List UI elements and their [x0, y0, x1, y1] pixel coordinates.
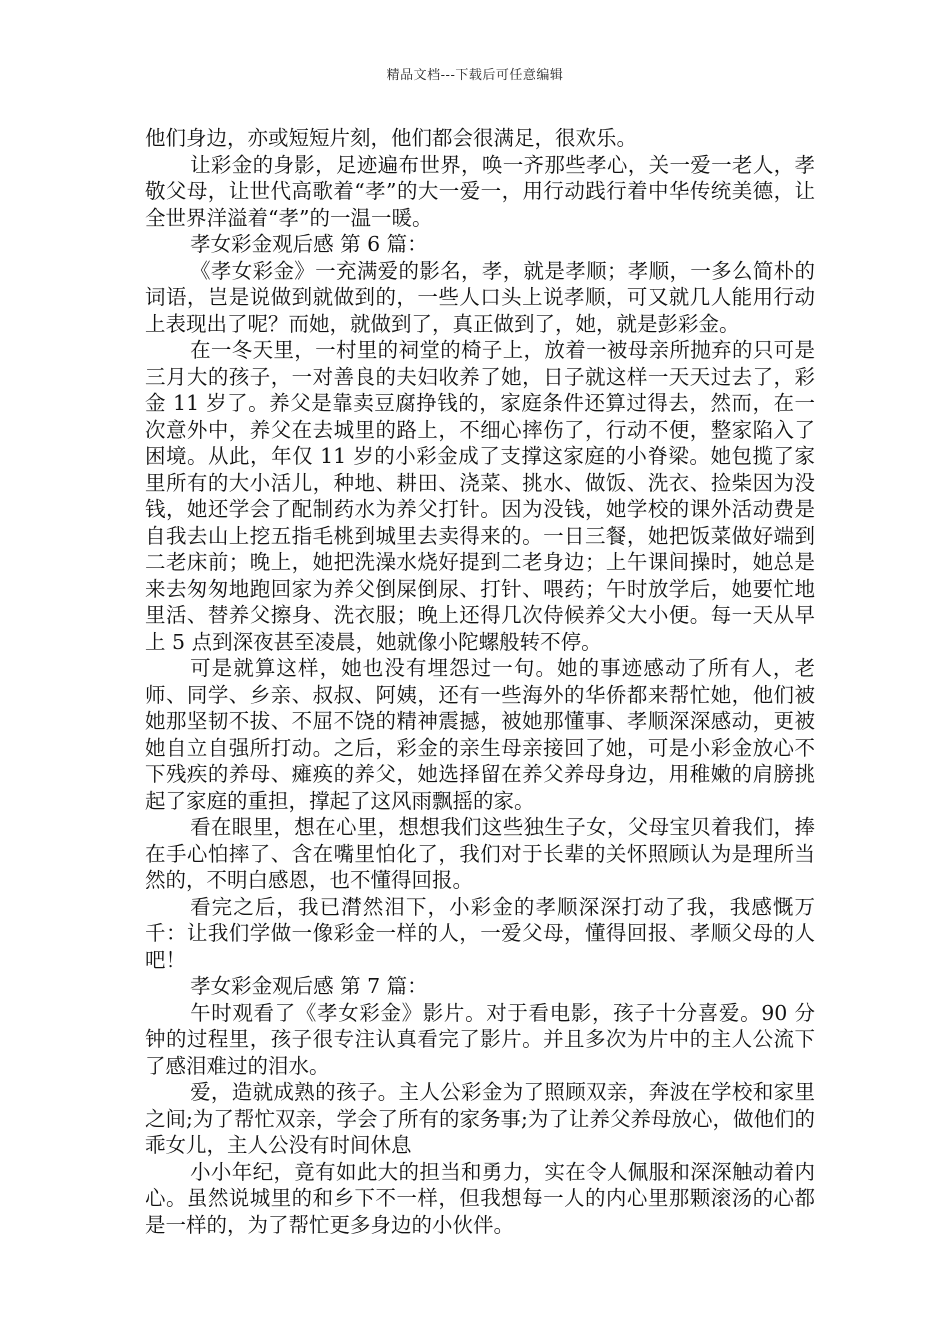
- paragraph: 看在眼里，想在心里，想想我们这些独生子女，父母宝贝着我们，捧在手心怕摔了、含在嘴里怕化了，我们对于长辈的关怀照顾认为是理所当然的，不明白感恩，也不懂得回报。: [145, 815, 815, 892]
- paragraph: 他们身边，亦或短短片刻，他们都会很满足，很欢乐。: [145, 126, 637, 150]
- paragraph: 爱，造就成熟的孩子。主人公彩金为了照顾双亲，奔波在学校和家里之间;为了帮忙双亲，学会了所有的家务事;为了让养父养母放心，做他们的乖女儿，主人公没有时间休息: [145, 1080, 815, 1157]
- paragraph: 《孝女彩金》一充满爱的影名，孝，就是孝顺；孝顺，一多么简朴的词语，岂是说做到就做到的，一些人口头上说孝顺，可又就几人能用行动上表现出了呢？而她，就做到了，真正做到了，她，就是彭彩金。: [145, 258, 815, 336]
- paragraph: 让彩金的身影，足迹遍布世界，唤一齐那些孝心，关一爱一老人，孝敬父母，让世代高歌着“孝”的大一爱一，用行动践行着中华传统美德，让全世界洋溢着“孝”的一温一暖。: [145, 152, 815, 230]
- paragraph: 午时观看了《孝女彩金》影片。对于看电影，孩子十分喜爱。90 分钟的过程里，孩子很专注认真看完了影片。并且多次为片中的主人公流下了感泪难过的泪水。: [145, 1000, 815, 1078]
- section-heading: 孝女彩金观后感 第 7 篇：: [190, 974, 428, 998]
- paragraph: 在一冬天里，一村里的祠堂的椅子上，放着一被母亲所抛弃的只可是三月大的孩子，一对善良的夫妇收养了她，日子就这样一天天过去了，彩金 11 岁了。养父是靠卖豆腐挣钱的，家庭条件还算过得去，然而，在一次意外中，养父在去城里的路上，不细心摔伤了，行动不便，整家陷入了困境。从此，年仅 11 岁的小彩金成了支撑这家庭的小脊梁。她包揽了家里所有的大小活儿，种地、耕田、浇菜、挑水、做饭、洗衣、捡柴因为没钱，她还学会了配制药水为养父打针。因为没钱，她学校的课外活动费是自我去山上挖五指毛桃到城里去卖得来的。一日三餐，她把饭菜做好端到二老床前；晚上，她把洗澡水烧好提到二老身边；上午课间操时，她总是来去匆匆地跑回家为养父倒屎倒尿、打针、喂药；午时放学后，她要忙地里活、替养父擦身、洗衣服；晚上还得几次侍候养父大小便。每一天从早上 5 点到深夜甚至凌晨，她就像小陀螺般转不停。: [145, 338, 815, 654]
- paragraph: 可是就算这样，她也没有埋怨过一句。她的事迹感动了所有人，老师、同学、乡亲、叔叔、阿姨，还有一些海外的华侨都来帮忙她，他们被她那坚韧不拔、不屈不饶的精神震撼，被她那懂事、孝顺深深感动，更被她自立自强所打动。之后，彩金的亲生母亲接回了她，可是小彩金放心不下残疾的养母、瘫痪的养父，她选择留在养父养母身边，用稚嫩的肩膀挑起了家庭的重担，撑起了这风雨飘摇的家。: [145, 656, 815, 813]
- page-header: 精品文档---下载后可任意编辑: [386, 68, 564, 83]
- paragraph: 小小年纪，竟有如此大的担当和勇力，实在令人佩服和深深触动着内心。虽然说城里的和乡下不一样，但我想每一人的内心里那颗滚汤的心都是一样的，为了帮忙更多身边的小伙伴。: [145, 1159, 815, 1237]
- paragraph: 看完之后，我已潸然泪下，小彩金的孝顺深深打动了我，我感慨万千：让我们学做一像彩金一样的人，一爱父母，懂得回报、孝顺父母的人吧！: [145, 894, 815, 972]
- document-body: [145, 125, 815, 1238]
- section-heading: 孝女彩金观后感 第 6 篇：: [190, 232, 428, 256]
